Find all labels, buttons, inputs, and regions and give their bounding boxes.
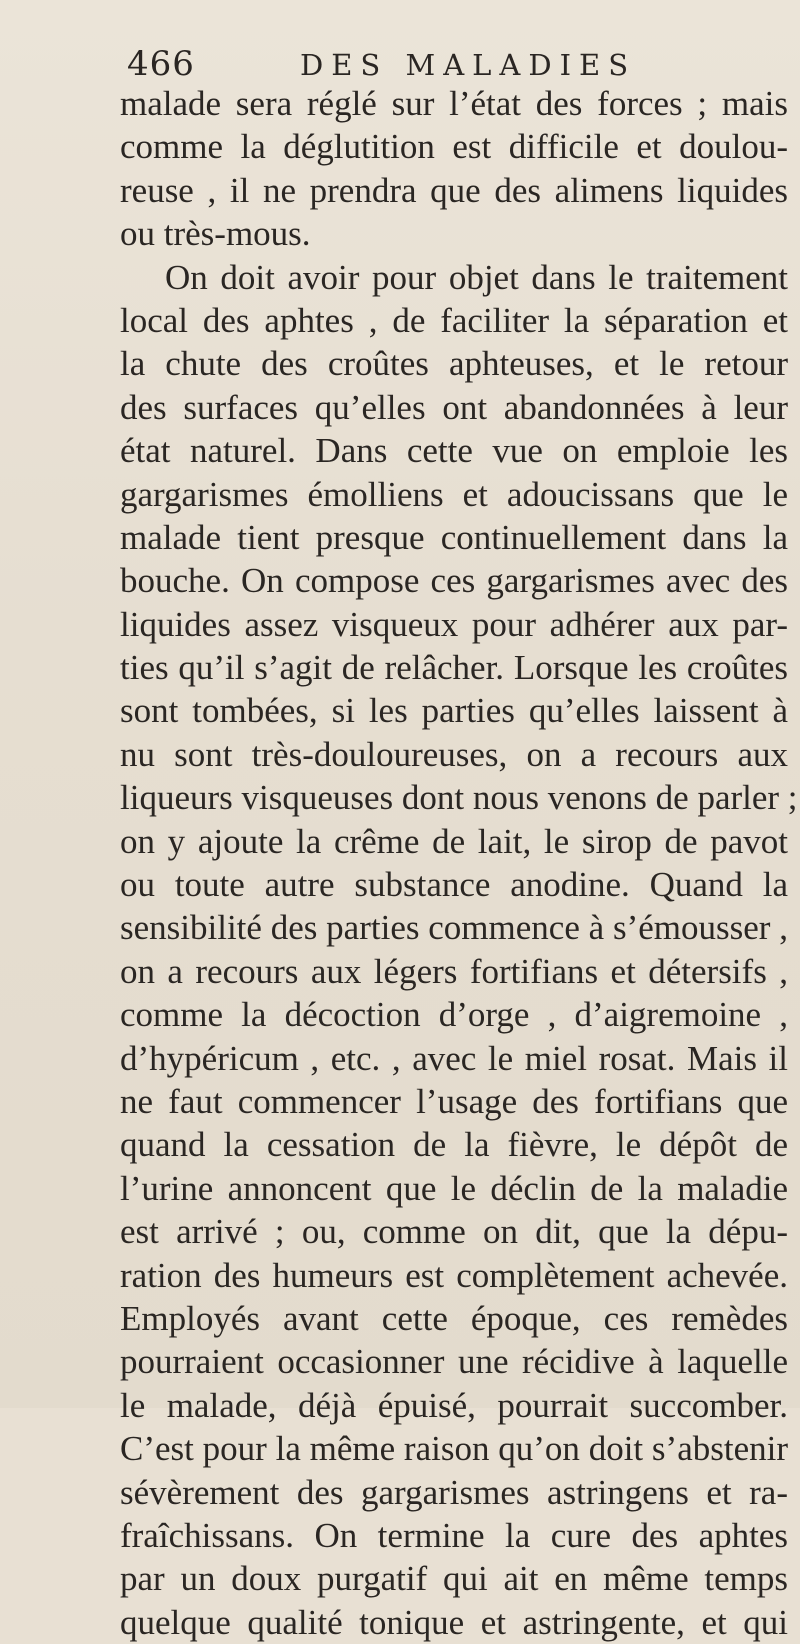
text-line: gargarismes émolliens et adoucissans que le <box>120 474 788 514</box>
text-line: malade tient presque continuellement dans la <box>120 517 788 557</box>
text-line: malade sera réglé sur l’état des forces ; mais <box>120 84 788 123</box>
text-line: des surfaces qu’elles ont abandonnées à leur <box>120 387 788 427</box>
page-header <box>0 30 800 90</box>
text-line: reuse , il ne prendra que des alimens liquides <box>120 170 788 210</box>
text-line: C’est pour la même raison qu’on doit s’abstenir <box>120 1429 788 1469</box>
text-line: liqueurs visqueuses dont nous venons de parler ; <box>120 778 798 818</box>
text-line: liquides assez visqueux pour adhérer aux par- <box>120 604 788 644</box>
paragraph-start-line: On doit avoir pour objet dans le traitement <box>165 257 788 297</box>
text-line: ne faut commencer l’usage des fortifians que <box>120 1081 788 1121</box>
text-line: comme la déglutition est difficile et doulou- <box>120 127 788 167</box>
text-line: quelque qualité tonique et astringente, et qui <box>120 1602 788 1642</box>
text-line: le malade, déjà épuisé, pourrait succomber. <box>120 1385 788 1425</box>
text-line: ou toute autre substance anodine. Quand la <box>120 865 788 905</box>
text-line: ration des humeurs est complètement achevée. <box>120 1255 788 1295</box>
text-line: par un doux purgatif qui ait en même temps <box>120 1559 788 1599</box>
text-line: d’hypéricum , etc. , avec le miel rosat. Mais il <box>120 1038 788 1078</box>
body-text <box>120 82 798 1644</box>
text-line: état naturel. Dans cette vue on emploie les <box>120 431 788 471</box>
page-number: 466 <box>127 44 195 84</box>
text-line: sévèrement des gargarismes astringens et ra- <box>120 1472 788 1512</box>
text-line: on y ajoute la crême de lait, le sirop de pavot <box>120 821 788 861</box>
text-line: la chute des croûtes aphteuses, et le retour <box>120 344 788 384</box>
text-line: Employés avant cette époque, ces remèdes <box>120 1298 788 1338</box>
text-line: l’urine annoncent que le déclin de la maladie <box>120 1168 788 1208</box>
text-line: local des aphtes , de faciliter la séparation et <box>120 300 788 340</box>
text-line: sensibilité des parties commence à s’émousser , <box>120 908 788 948</box>
running-title: DES MALADIES <box>300 48 637 82</box>
text-line: fraîchissans. On termine la cure des aphtes <box>120 1515 788 1555</box>
text-line: ou très-mous. <box>120 214 311 254</box>
text-line: comme la décoction d’orge , d’aigremoine , <box>120 995 788 1035</box>
text-line: on a recours aux légers fortifians et détersifs , <box>120 951 788 991</box>
text-line: bouche. On compose ces gargarismes avec des <box>120 561 788 601</box>
text-line: est arrivé ; ou, comme on dit, que la dépu- <box>120 1212 788 1252</box>
text-line: ties qu’il s’agit de relâcher. Lorsque les croûtes <box>120 648 788 688</box>
text-line: sont tombées, si les parties qu’elles laissent à <box>120 691 788 731</box>
text-line: quand la cessation de la fièvre, le dépôt de <box>120 1125 788 1165</box>
text-line: pourraient occasionner une récidive à laquelle <box>120 1342 788 1382</box>
text-line: nu sont très-douloureuses, on a recours aux <box>120 734 788 774</box>
